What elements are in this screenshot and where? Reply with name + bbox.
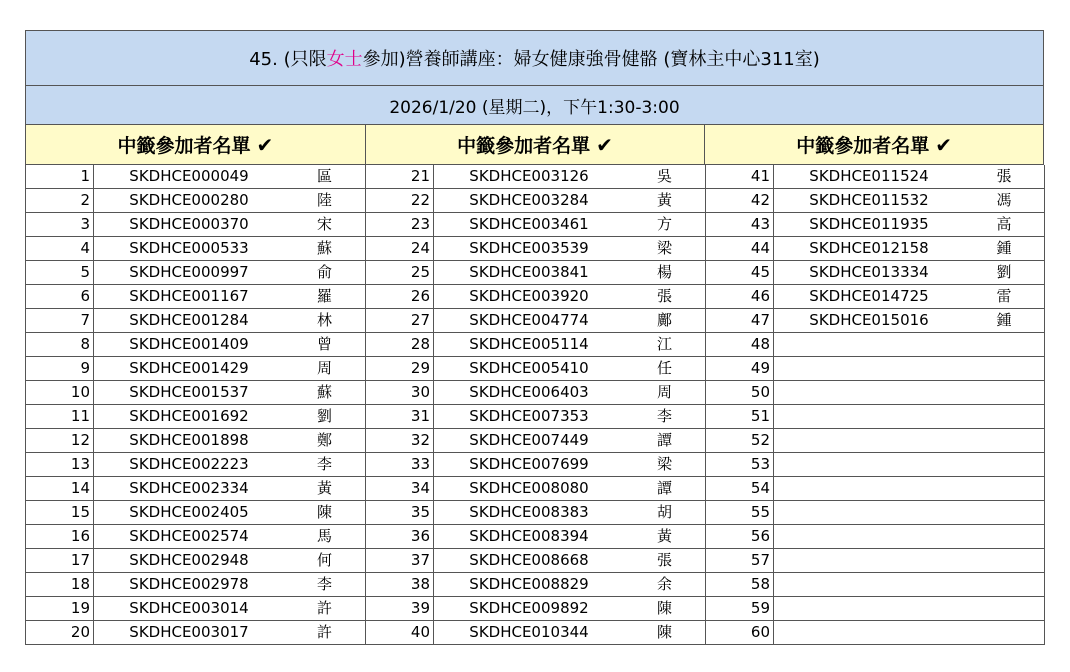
row-number: 30: [366, 381, 434, 404]
row-number: 38: [366, 573, 434, 596]
row-number: 3: [26, 213, 94, 236]
table-row: [26, 549, 366, 573]
member-code: [774, 405, 964, 428]
member-code: SKDHCE001692: [129, 407, 249, 425]
row-number: 41: [706, 165, 774, 188]
table-row: [706, 405, 1045, 429]
column-header-label: 中籤參加者名單: [457, 135, 591, 157]
table-row: [366, 357, 706, 381]
row-number: 33: [366, 453, 434, 476]
table-row: [26, 213, 366, 237]
member-code: SKDHCE010344: [469, 623, 589, 641]
row-number: 42: [706, 189, 774, 212]
row-number: 15: [26, 501, 94, 524]
row-number: 52: [706, 429, 774, 452]
member-surname: 何: [284, 549, 366, 572]
row-number: 18: [26, 573, 94, 596]
member-surname: 陳: [624, 621, 706, 644]
member-surname: 蘇: [284, 381, 366, 404]
table-row: [706, 429, 1045, 453]
member-surname: 張: [964, 165, 1045, 188]
row-number: 13: [26, 453, 94, 476]
winners-column-3: [706, 165, 1045, 645]
member-surname: 許: [284, 621, 366, 644]
table-row: [366, 501, 706, 525]
table-row: [366, 549, 706, 573]
member-surname: 胡: [624, 501, 706, 524]
member-surname: 劉: [284, 405, 366, 428]
member-surname: 鍾: [964, 309, 1045, 332]
member-code: [774, 357, 964, 380]
member-surname: 楊: [624, 261, 706, 284]
table-row: [366, 525, 706, 549]
member-surname: 周: [624, 381, 706, 404]
member-code: SKDHCE002405: [129, 503, 249, 521]
member-surname: 高: [964, 213, 1045, 236]
member-code: SKDHCE003539: [469, 239, 589, 257]
row-number: 28: [366, 333, 434, 356]
member-surname: 羅: [284, 285, 366, 308]
member-surname: 張: [624, 549, 706, 572]
table-row: [26, 477, 366, 501]
row-number: 44: [706, 237, 774, 260]
member-code: SKDHCE001284: [129, 311, 249, 329]
member-code: SKDHCE001537: [129, 383, 249, 401]
member-code: SKDHCE001898: [129, 431, 249, 449]
row-number: 50: [706, 381, 774, 404]
row-number: 5: [26, 261, 94, 284]
member-code: [774, 597, 964, 620]
member-surname: 馮: [964, 189, 1045, 212]
member-surname: 吳: [624, 165, 706, 188]
table-row: [26, 429, 366, 453]
member-code: SKDHCE014725: [809, 287, 929, 305]
member-surname: 李: [624, 405, 706, 428]
member-surname: 鄺: [624, 309, 706, 332]
member-code: SKDHCE007699: [469, 455, 589, 473]
table-row: [706, 357, 1045, 381]
table-row: [366, 597, 706, 621]
table-row: [706, 309, 1045, 333]
row-number: 49: [706, 357, 774, 380]
member-code: SKDHCE011524: [809, 167, 929, 185]
member-surname: 黃: [624, 525, 706, 548]
member-code: SKDHCE012158: [809, 239, 929, 257]
member-surname: [964, 549, 1045, 572]
member-code: [774, 381, 964, 404]
row-number: 48: [706, 333, 774, 356]
row-number: 21: [366, 165, 434, 188]
row-number: 37: [366, 549, 434, 572]
member-code: SKDHCE002334: [129, 479, 249, 497]
member-code: SKDHCE001429: [129, 359, 249, 377]
member-code: SKDHCE002574: [129, 527, 249, 545]
member-code: SKDHCE008668: [469, 551, 589, 569]
member-surname: 余: [624, 573, 706, 596]
row-number: 60: [706, 621, 774, 644]
table-row: [366, 285, 706, 309]
member-code: SKDHCE008080: [469, 479, 589, 497]
table-row: [26, 261, 366, 285]
member-code: SKDHCE002978: [129, 575, 249, 593]
member-surname: [964, 453, 1045, 476]
member-code: SKDHCE008829: [469, 575, 589, 593]
table-row: [706, 573, 1045, 597]
member-surname: [964, 357, 1045, 380]
member-surname: 梁: [624, 237, 706, 260]
member-code: SKDHCE003841: [469, 263, 589, 281]
row-number: 54: [706, 477, 774, 500]
member-code: SKDHCE001409: [129, 335, 249, 353]
table-row: [26, 597, 366, 621]
table-row: [366, 477, 706, 501]
member-code: SKDHCE003017: [129, 623, 249, 641]
row-number: 57: [706, 549, 774, 572]
table-row: [706, 189, 1045, 213]
winners-table: [25, 165, 1044, 645]
table-row: [26, 285, 366, 309]
row-number: 31: [366, 405, 434, 428]
member-surname: [964, 381, 1045, 404]
row-number: 11: [26, 405, 94, 428]
row-number: 9: [26, 357, 94, 380]
member-code: SKDHCE000280: [129, 191, 249, 209]
member-surname: 劉: [964, 261, 1045, 284]
member-surname: 鍾: [964, 237, 1045, 260]
column-header-3: [705, 125, 1044, 165]
member-code: SKDHCE008383: [469, 503, 589, 521]
row-number: 53: [706, 453, 774, 476]
header-row: [25, 125, 1044, 165]
table-row: [706, 165, 1045, 189]
row-number: 8: [26, 333, 94, 356]
row-number: 35: [366, 501, 434, 524]
row-number: 46: [706, 285, 774, 308]
member-code: SKDHCE003461: [469, 215, 589, 233]
row-number: 43: [706, 213, 774, 236]
table-row: [26, 333, 366, 357]
table-row: [26, 237, 366, 261]
table-row: [366, 621, 706, 645]
member-code: [774, 429, 964, 452]
table-row: [366, 237, 706, 261]
member-surname: 陸: [284, 189, 366, 212]
table-row: [706, 261, 1045, 285]
column-header-2: [366, 125, 706, 165]
table-row: [366, 165, 706, 189]
member-code: SKDHCE011532: [809, 191, 929, 209]
row-number: 1: [26, 165, 94, 188]
member-code: SKDHCE003284: [469, 191, 589, 209]
table-row: [706, 549, 1045, 573]
row-number: 7: [26, 309, 94, 332]
member-surname: 曾: [284, 333, 366, 356]
row-number: 2: [26, 189, 94, 212]
member-code: SKDHCE006403: [469, 383, 589, 401]
table-row: [26, 357, 366, 381]
table-row: [26, 501, 366, 525]
table-row: [26, 165, 366, 189]
row-number: 51: [706, 405, 774, 428]
table-row: [366, 573, 706, 597]
member-code: SKDHCE000997: [129, 263, 249, 281]
member-surname: [964, 597, 1045, 620]
member-code: SKDHCE009892: [469, 599, 589, 617]
table-row: [26, 621, 366, 645]
date-text: 2026/1/20 (星期二)，下午1:30-3:00: [389, 97, 680, 118]
member-surname: 蘇: [284, 237, 366, 260]
member-code: SKDHCE001167: [129, 287, 249, 305]
checkmark-icon: ✔: [935, 132, 953, 157]
member-code: [774, 501, 964, 524]
member-surname: 梁: [624, 453, 706, 476]
member-surname: [964, 405, 1045, 428]
row-number: 16: [26, 525, 94, 548]
member-surname: 黃: [284, 477, 366, 500]
table-row: [706, 621, 1045, 645]
member-code: SKDHCE007449: [469, 431, 589, 449]
row-number: 59: [706, 597, 774, 620]
member-code: SKDHCE013334: [809, 263, 929, 281]
table-row: [706, 333, 1045, 357]
row-number: 47: [706, 309, 774, 332]
member-code: SKDHCE003126: [469, 167, 589, 185]
row-number: 36: [366, 525, 434, 548]
table-row: [706, 285, 1045, 309]
member-surname: [964, 621, 1045, 644]
title-suffix: 參加)營養師講座：婦女健康強骨健骼 (寶林主中心311室): [362, 49, 820, 70]
row-number: 19: [26, 597, 94, 620]
member-code: [774, 453, 964, 476]
member-surname: 陳: [624, 597, 706, 620]
table-row: [706, 477, 1045, 501]
table-row: [366, 261, 706, 285]
table-row: [26, 189, 366, 213]
row-number: 55: [706, 501, 774, 524]
event-date: [25, 86, 1044, 125]
member-code: SKDHCE008394: [469, 527, 589, 545]
member-surname: [964, 573, 1045, 596]
row-number: 40: [366, 621, 434, 644]
member-code: SKDHCE000370: [129, 215, 249, 233]
row-number: 27: [366, 309, 434, 332]
member-surname: 黃: [624, 189, 706, 212]
member-code: SKDHCE003920: [469, 287, 589, 305]
member-surname: [964, 429, 1045, 452]
member-code: SKDHCE000533: [129, 239, 249, 257]
table-row: [366, 453, 706, 477]
checkmark-icon: ✔: [256, 132, 274, 157]
member-surname: 張: [624, 285, 706, 308]
member-surname: 俞: [284, 261, 366, 284]
row-number: 17: [26, 549, 94, 572]
event-title: [25, 30, 1044, 86]
member-code: SKDHCE005410: [469, 359, 589, 377]
member-code: [774, 525, 964, 548]
row-number: 29: [366, 357, 434, 380]
table-row: [26, 453, 366, 477]
member-surname: 陳: [284, 501, 366, 524]
table-row: [26, 381, 366, 405]
member-surname: 許: [284, 597, 366, 620]
member-code: SKDHCE002223: [129, 455, 249, 473]
member-code: SKDHCE002948: [129, 551, 249, 569]
row-number: 4: [26, 237, 94, 260]
member-surname: 李: [284, 573, 366, 596]
table-row: [26, 405, 366, 429]
column-header-label: 中籤參加者名單: [117, 135, 251, 157]
table-row: [26, 309, 366, 333]
table-row: [26, 573, 366, 597]
winners-column-1: [26, 165, 366, 645]
member-surname: [964, 501, 1045, 524]
member-surname: 鄭: [284, 429, 366, 452]
member-surname: 馬: [284, 525, 366, 548]
member-code: SKDHCE005114: [469, 335, 589, 353]
member-surname: 譚: [624, 477, 706, 500]
row-number: 14: [26, 477, 94, 500]
row-number: 22: [366, 189, 434, 212]
member-surname: 周: [284, 357, 366, 380]
member-code: [774, 621, 964, 644]
column-header-label: 中籤參加者名單: [796, 135, 930, 157]
table-row: [366, 405, 706, 429]
table-row: [366, 213, 706, 237]
member-surname: [964, 477, 1045, 500]
row-number: 10: [26, 381, 94, 404]
member-surname: 李: [284, 453, 366, 476]
column-header-1: [26, 125, 366, 165]
member-surname: 雷: [964, 285, 1045, 308]
member-surname: 江: [624, 333, 706, 356]
winners-column-2: [366, 165, 706, 645]
member-code: [774, 333, 964, 356]
row-number: 20: [26, 621, 94, 644]
member-surname: [964, 333, 1045, 356]
member-surname: 林: [284, 309, 366, 332]
member-code: [774, 477, 964, 500]
member-code: SKDHCE015016: [809, 311, 929, 329]
member-code: SKDHCE011935: [809, 215, 929, 233]
member-surname: 區: [284, 165, 366, 188]
table-row: [26, 525, 366, 549]
table-row: [706, 381, 1045, 405]
row-number: 58: [706, 573, 774, 596]
table-row: [706, 453, 1045, 477]
member-code: SKDHCE004774: [469, 311, 589, 329]
row-number: 23: [366, 213, 434, 236]
table-row: [366, 309, 706, 333]
table-row: [366, 429, 706, 453]
table-row: [706, 525, 1045, 549]
row-number: 26: [366, 285, 434, 308]
row-number: 6: [26, 285, 94, 308]
table-row: [706, 501, 1045, 525]
title-prefix: 45. (只限: [249, 49, 327, 70]
row-number: 12: [26, 429, 94, 452]
member-code: [774, 549, 964, 572]
table-row: [366, 189, 706, 213]
row-number: 39: [366, 597, 434, 620]
member-code: [774, 573, 964, 596]
member-surname: 任: [624, 357, 706, 380]
table-row: [366, 381, 706, 405]
row-number: 32: [366, 429, 434, 452]
member-surname: [964, 525, 1045, 548]
title-highlight: 女士: [326, 49, 363, 70]
table-row: [706, 237, 1045, 261]
table-row: [706, 213, 1045, 237]
row-number: 24: [366, 237, 434, 260]
row-number: 34: [366, 477, 434, 500]
member-surname: 方: [624, 213, 706, 236]
member-surname: 譚: [624, 429, 706, 452]
member-code: SKDHCE003014: [129, 599, 249, 617]
row-number: 25: [366, 261, 434, 284]
row-number: 56: [706, 525, 774, 548]
row-number: 45: [706, 261, 774, 284]
member-surname: 宋: [284, 213, 366, 236]
member-code: SKDHCE000049: [129, 167, 249, 185]
member-code: SKDHCE007353: [469, 407, 589, 425]
table-row: [366, 333, 706, 357]
checkmark-icon: ✔: [596, 132, 613, 157]
lottery-result-sheet: [25, 30, 1044, 645]
table-row: [706, 597, 1045, 621]
